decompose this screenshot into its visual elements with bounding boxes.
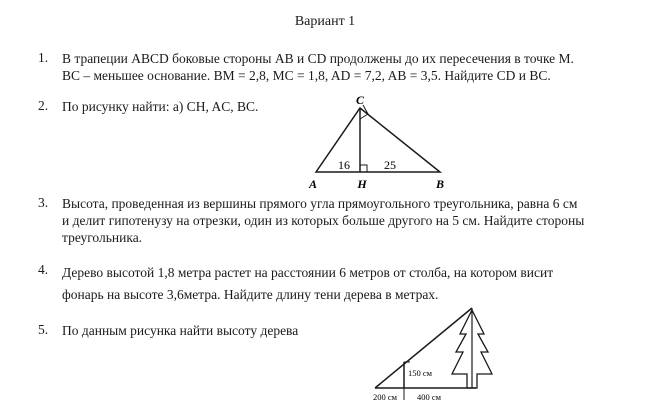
label-c: C bbox=[355, 93, 365, 107]
label-h: H bbox=[357, 177, 367, 191]
triangle-outline bbox=[316, 108, 440, 172]
problem-2-number: 2. bbox=[38, 98, 49, 113]
problem-4-line-1: Дерево высотой 1,8 метра растет на расстоянии 6 метров от столба, на котором висит bbox=[62, 265, 554, 280]
label-a: A bbox=[308, 177, 318, 191]
problem-5-line-1: По данным рисунка найти высоту дерева bbox=[62, 323, 299, 338]
triangle-figure bbox=[300, 92, 460, 194]
right-angle-mark-h bbox=[360, 165, 367, 172]
problem-1-line-2: BC – меньшее основание. BM = 2,8, MC = 1,8, AD = 7,2, AB = 3,5. Найдите CD и BC. bbox=[62, 68, 551, 83]
problem-3-text bbox=[62, 195, 622, 246]
problem-2-line-1: По рисунку найти: а) CH, AC, BC. bbox=[62, 99, 259, 114]
problem-1-text bbox=[62, 50, 622, 84]
problem-1-number: 1. bbox=[38, 50, 49, 65]
problem-5-number: 5. bbox=[38, 322, 49, 337]
problem-3-number: 3. bbox=[38, 195, 49, 210]
problem-4-text bbox=[62, 262, 622, 306]
problem-4-number: 4. bbox=[38, 262, 49, 277]
problem-3-line-3: треугольника. bbox=[62, 230, 143, 245]
problem-4-line-2: фонарь на высоте 3,6метра. Найдите длину тени дерева в метрах. bbox=[62, 287, 439, 302]
base-right-label: 400 см bbox=[417, 392, 442, 402]
label-b: B bbox=[435, 177, 445, 191]
problem-3-line-1: Высота, проведенная из вершины прямого угла прямоугольного треугольника, равна 6 см bbox=[62, 196, 578, 211]
problem-5-text bbox=[62, 322, 622, 339]
height-150-label: 150 см bbox=[408, 368, 433, 378]
tree-figure bbox=[370, 300, 510, 408]
variant-title: Вариант 1 bbox=[294, 14, 356, 29]
problem-1-line-1: В трапеции ABCD боковые стороны AB и CD продолжены до их пересечения в точке M. bbox=[62, 51, 574, 66]
segment-hb-label: 25 bbox=[384, 158, 396, 172]
segment-ah-label: 16 bbox=[338, 158, 350, 172]
base-left-label: 200 см bbox=[373, 392, 398, 402]
problem-3-line-2: и делит гипотенузу на отрезки, один из которых больше другого на 5 см. Найдите стороны bbox=[62, 213, 585, 228]
